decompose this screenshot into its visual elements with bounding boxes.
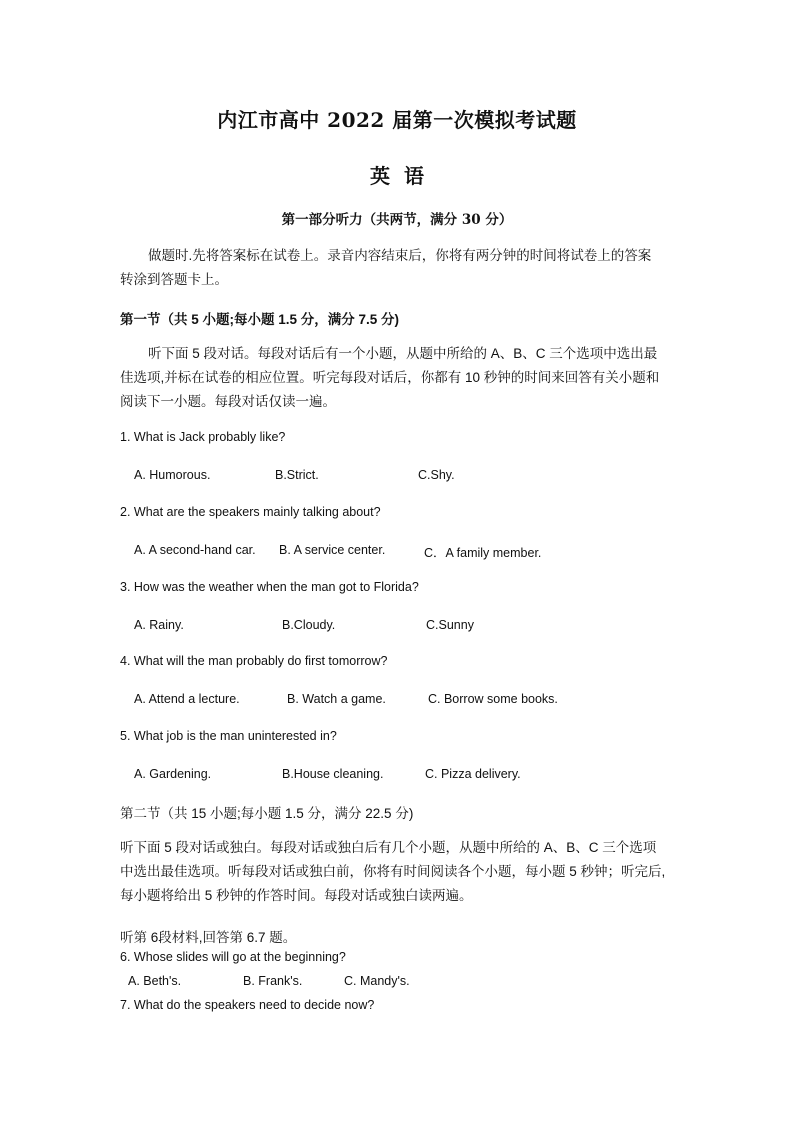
question-3-option-b: B.Cloudy. — [282, 618, 336, 632]
question-5-option-b: B.House cleaning. — [282, 767, 384, 781]
question-2-option-c: C．A family member. — [424, 546, 542, 560]
question-3: 3. How was the weather when the man got to Florida? — [120, 580, 419, 594]
question-1-option-a: A. Humorous. — [134, 468, 211, 482]
question-2: 2. What are the speakers mainly talking about? — [120, 505, 381, 519]
instruction-line: 听下面 5 段对话。每段对话后有一个小题，从题中所给的 A、B、C 三个选项中选出最 — [148, 346, 658, 361]
question-4-option-b: B. Watch a game. — [287, 692, 386, 706]
question-2-option-b: B. A service center. — [279, 543, 386, 557]
instruction-line: 中选出最佳选项。听每段对话或独白前，你将有时间阅读各个小题，每小题 5 秒钟；听完后, — [120, 864, 666, 879]
instruction-line: 佳选项,并标在试卷的相应位置。听完每段对话后，你都有 10 秒钟的时间来回答有关小题和 — [120, 370, 660, 385]
question-4-option-a: A. Attend a lecture. — [134, 692, 240, 706]
question-6-option-c: C. Mandy's. — [344, 974, 410, 988]
instruction-line: 听下面 5 段对话或独白。每段对话或独白后有几个小题，从题中所给的 A、B、C 三个选项 — [120, 840, 657, 855]
intro-line: 做题时.先将答案标在试卷上。录音内容结束后，你将有两分钟的时间将试卷上的答案 — [148, 248, 652, 263]
question-1-option-b: B.Strict. — [275, 468, 319, 482]
question-6-option-b: B. Frank's. — [243, 974, 303, 988]
question-1: 1. What is Jack probably like? — [120, 430, 286, 444]
question-5-option-c: C. Pizza delivery. — [425, 767, 521, 781]
question-2-option-a: A. A second-hand car. — [134, 543, 256, 557]
intro-paragraph — [120, 244, 680, 292]
material-6-heading: 听第 6段材料,回答第 6.7 题。 — [120, 930, 297, 945]
question-5-option-a: A. Gardening. — [134, 767, 212, 781]
part-one-title: 第一部分听力（共两节，满分 30 分） — [281, 212, 513, 228]
instruction-line: 每小题将给出 5 秒钟的作答时间。每段对话或独白读两遍。 — [120, 888, 473, 903]
question-6-option-a: A. Beth's. — [128, 974, 182, 988]
question-7: 7. What do the speakers need to decide now? — [120, 998, 375, 1012]
question-3-option-a: A. Rainy. — [134, 618, 184, 632]
question-4-option-c: C. Borrow some books. — [428, 692, 558, 706]
exam-title: 内江市高中 2022 届第一次模拟考试题 — [217, 108, 577, 132]
subject-title: 英语 — [370, 164, 438, 188]
question-6: 6. Whose slides will go at the beginning? — [120, 950, 346, 964]
section-two-instructions — [120, 836, 680, 908]
question-3-option-c: C.Sunny — [426, 618, 474, 632]
instruction-line: 阅读下一小题。每段对话仅读一遍。 — [120, 394, 336, 409]
question-5: 5. What job is the man uninterested in? — [120, 729, 337, 743]
section-one-title: 第一节（共 5 小题;每小题 1.5 分，满分 7.5 分) — [120, 312, 400, 327]
intro-line: 转涂到答题卡上。 — [120, 272, 228, 287]
section-two-title: 第二节（共 15 小题;每小题 1.5 分，满分 22.5 分) — [120, 806, 414, 821]
section-one-instructions — [120, 342, 680, 414]
question-4: 4. What will the man probably do first tomorrow? — [120, 654, 388, 668]
question-1-option-c: C.Shy. — [418, 468, 455, 482]
